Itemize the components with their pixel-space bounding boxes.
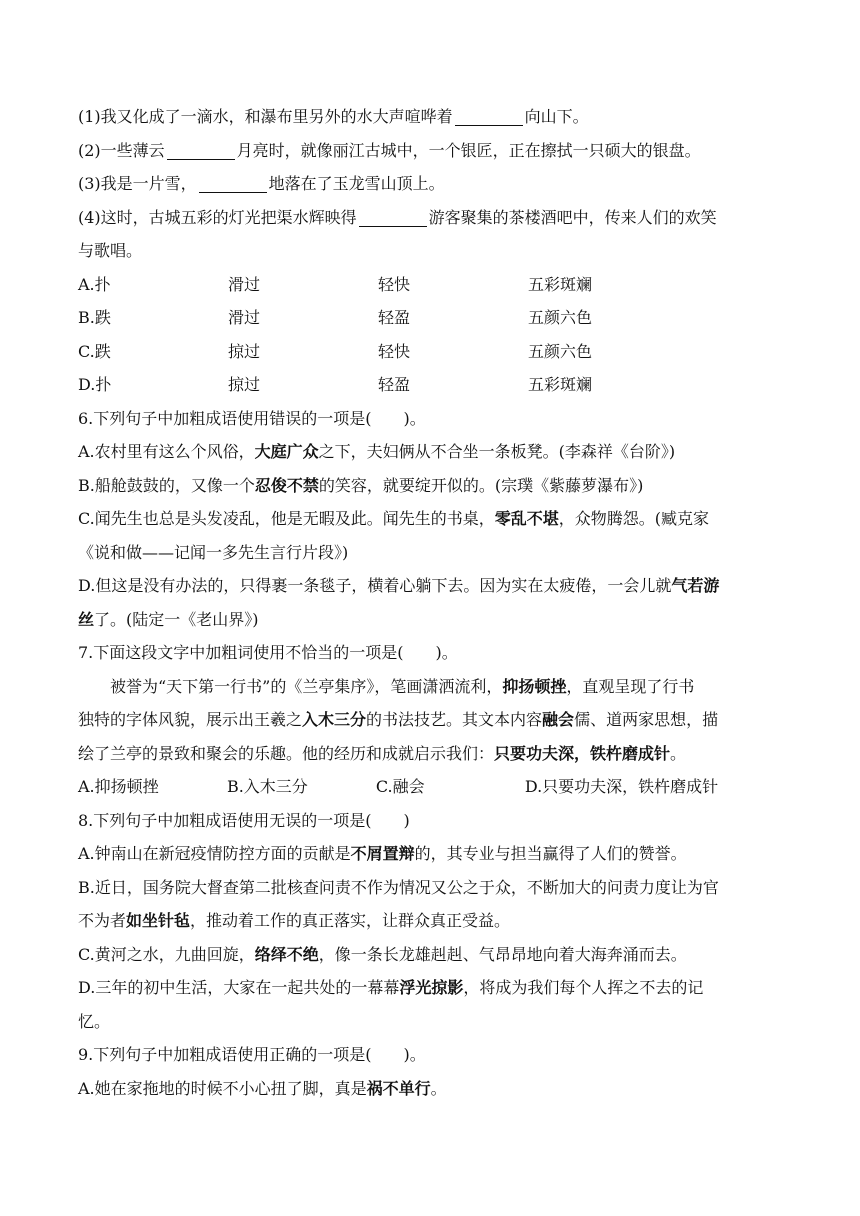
option-text: 的，其专业与担当赢得了人们的赞誉。 — [414, 844, 687, 863]
item-text: (3)我是一片雪， — [78, 174, 197, 193]
bold-idiom: 祸不单行 — [366, 1078, 431, 1098]
question-8-option-b: B.近日，国务院大督查第二批核查问责不作为情况又公之于众，不断加大的问责力度让为官 — [78, 877, 719, 897]
bold-word: 只要功夫深，铁杵磨成针 — [494, 743, 671, 763]
option-cell: 滑过 — [228, 308, 261, 327]
option-text: 。 — [430, 1078, 447, 1098]
option-text: 不为者 — [78, 911, 127, 930]
question-7-passage-line-2 — [78, 703, 783, 737]
question-6-option-d — [78, 569, 783, 603]
bold-word: 抑扬顿挫 — [502, 676, 567, 696]
fill-blank — [359, 225, 427, 227]
blank-item-4 — [78, 201, 783, 235]
option-cell: 掠过 — [228, 375, 261, 394]
passage-text: ，直观呈现了行书 — [566, 676, 695, 696]
bold-idiom: 不屑置辩 — [350, 844, 415, 863]
option-cell: 轻盈 — [378, 308, 411, 327]
option-cell: 五彩斑斓 — [528, 375, 593, 394]
option-row-d — [78, 368, 783, 402]
bold-idiom: 大庭广众 — [254, 442, 319, 461]
option-cell: B.跌 — [78, 308, 111, 327]
choice-b: B.入木三分 — [226, 777, 308, 796]
question-8-stem: 8.下列句子中加粗成语使用无误的一项是( ) — [78, 810, 410, 830]
passage-text: 。 — [670, 743, 687, 763]
question-6-option-c-continued: 《说和做——记闻一多先生言行片段》) — [78, 542, 349, 562]
option-cell: 五彩斑斓 — [528, 274, 593, 294]
choice-c: C.融会 — [375, 777, 425, 796]
bold-word: 融会 — [542, 710, 575, 729]
option-cell: 滑过 — [228, 274, 261, 294]
option-text: C.闻先生也总是头发凌乱，他是无暇及此。闻先生的书桌， — [78, 509, 495, 528]
bold-idiom: 丝 — [78, 609, 95, 629]
option-row-a — [78, 268, 783, 302]
option-cell: 五颜六色 — [528, 308, 593, 327]
passage-text: 独特的字体风貌，展示出王羲之 — [78, 710, 303, 729]
choice-d: D.只要功夫深，铁杵磨成针 — [524, 777, 719, 796]
item-text: (1)我又化成了一滴水，和瀑布里另外的水大声喧哗着 — [78, 107, 453, 126]
option-text: D.三年的初中生活，大家在一起共处的一幕幕 — [78, 978, 400, 997]
option-text: A.她在家拖地的时候不小心扭了脚，真是 — [78, 1078, 367, 1098]
question-8-option-c — [78, 938, 783, 972]
bold-idiom: 如坐针毡 — [126, 911, 191, 930]
question-8-option-d — [78, 971, 783, 1005]
option-text: ，众物腾怨。(臧克家 — [558, 509, 710, 528]
question-7-passage-line-3 — [78, 737, 783, 771]
fill-blank — [199, 191, 267, 193]
item-text: (4)这时，古城五彩的灯光把渠水辉映得 — [78, 207, 357, 227]
bold-word: 入木三分 — [302, 710, 367, 729]
passage-text: 绘了兰亭的景致和聚会的乐趣。他的经历和成就启示我们： — [78, 743, 495, 763]
question-9-stem: 9.下列句子中加粗成语使用正确的一项是( )。 — [78, 1045, 426, 1064]
item-text: (2)一些薄云 — [78, 140, 165, 160]
document-content — [78, 100, 783, 1105]
bold-idiom: 浮光掠影 — [399, 978, 464, 997]
option-cell: D.扑 — [78, 375, 112, 394]
question-7-choices — [78, 770, 783, 804]
question-6-option-b — [78, 469, 783, 503]
blank-item-3 — [78, 167, 783, 201]
option-text: B.船舱鼓鼓的，又像一个 — [78, 475, 255, 495]
item-text: 地落在了玉龙雪山顶上。 — [268, 174, 445, 193]
option-text: 之下，夫妇俩从不合坐一条板凳。(李森祥《台阶》) — [318, 442, 676, 461]
option-cell: 五颜六色 — [528, 341, 593, 361]
bold-idiom: 络绎不绝 — [254, 944, 319, 964]
question-8-option-b-continued — [78, 904, 783, 938]
blank-item-1 — [78, 100, 783, 134]
option-cell: A.扑 — [78, 274, 111, 294]
item-text: 月亮时，就像丽江古城中，一个银匠，正在擦拭一只硕大的银盘。 — [236, 140, 701, 160]
option-text: C.黄河之水，九曲回旋， — [78, 944, 255, 964]
option-cell: 掠过 — [228, 341, 261, 361]
passage-text: 被誉为“天下第一行书”的《兰亭集序》，笔画潇洒流利， — [110, 676, 503, 696]
question-8-option-a — [78, 837, 783, 871]
option-text: A.钟南山在新冠疫情防控方面的贡献是 — [78, 844, 351, 863]
option-cell: 轻快 — [378, 341, 411, 361]
option-cell: 轻盈 — [378, 375, 411, 394]
option-text: ，推动着工作的真正落实，让群众真正受益。 — [190, 911, 511, 930]
blank-item-2 — [78, 134, 783, 168]
item-text: 向山下。 — [524, 107, 589, 126]
bold-idiom: 零乱不堪 — [494, 509, 559, 528]
fill-blank — [167, 158, 235, 160]
blank-item-4-continued: 与歌唱。 — [78, 241, 143, 260]
question-8-option-d-continued: 忆。 — [78, 1011, 111, 1031]
question-6-option-a — [78, 435, 783, 469]
question-6-option-c — [78, 502, 783, 536]
question-6-option-d-continued — [78, 603, 783, 637]
option-cell: C.跌 — [78, 341, 111, 361]
option-row-b — [78, 301, 783, 335]
option-cell: 轻快 — [378, 274, 411, 294]
item-text: 游客聚集的茶楼酒吧中，传来人们的欢笑 — [428, 207, 717, 227]
option-text: ，将成为我们每个人挥之不去的记 — [463, 978, 704, 997]
option-row-c — [78, 335, 783, 369]
question-7-passage-line-1 — [78, 670, 783, 704]
option-text: A.农村里有这么个风俗， — [78, 442, 255, 461]
option-text: 了。(陆定一《老山界》) — [94, 609, 259, 629]
option-text: ，像一条长龙雄赳赳、气昂昂地向着大海奔涌而去。 — [318, 944, 687, 964]
fill-blank — [455, 124, 523, 126]
choice-a: A.抑扬顿挫 — [78, 777, 159, 796]
option-text: D.但这是没有办法的，只得裹一条毯子，横着心躺下去。因为实在太疲倦，一会儿就 — [78, 576, 672, 595]
question-6-stem: 6.下列句子中加粗成语使用错误的一项是( )。 — [78, 408, 426, 428]
passage-text: 儒、道两家思想，描 — [574, 710, 719, 729]
passage-text: 的书法技艺。其文本内容 — [366, 710, 543, 729]
question-7-stem: 7.下面这段文字中加粗词使用不恰当的一项是( )。 — [78, 643, 458, 662]
question-9-option-a — [78, 1072, 783, 1106]
bold-idiom: 气若游 — [671, 576, 720, 595]
option-text: 的笑容，就要绽开似的。(宗璞《紫藤萝瀑布》) — [318, 475, 644, 495]
bold-idiom: 忍俊不禁 — [254, 475, 319, 495]
